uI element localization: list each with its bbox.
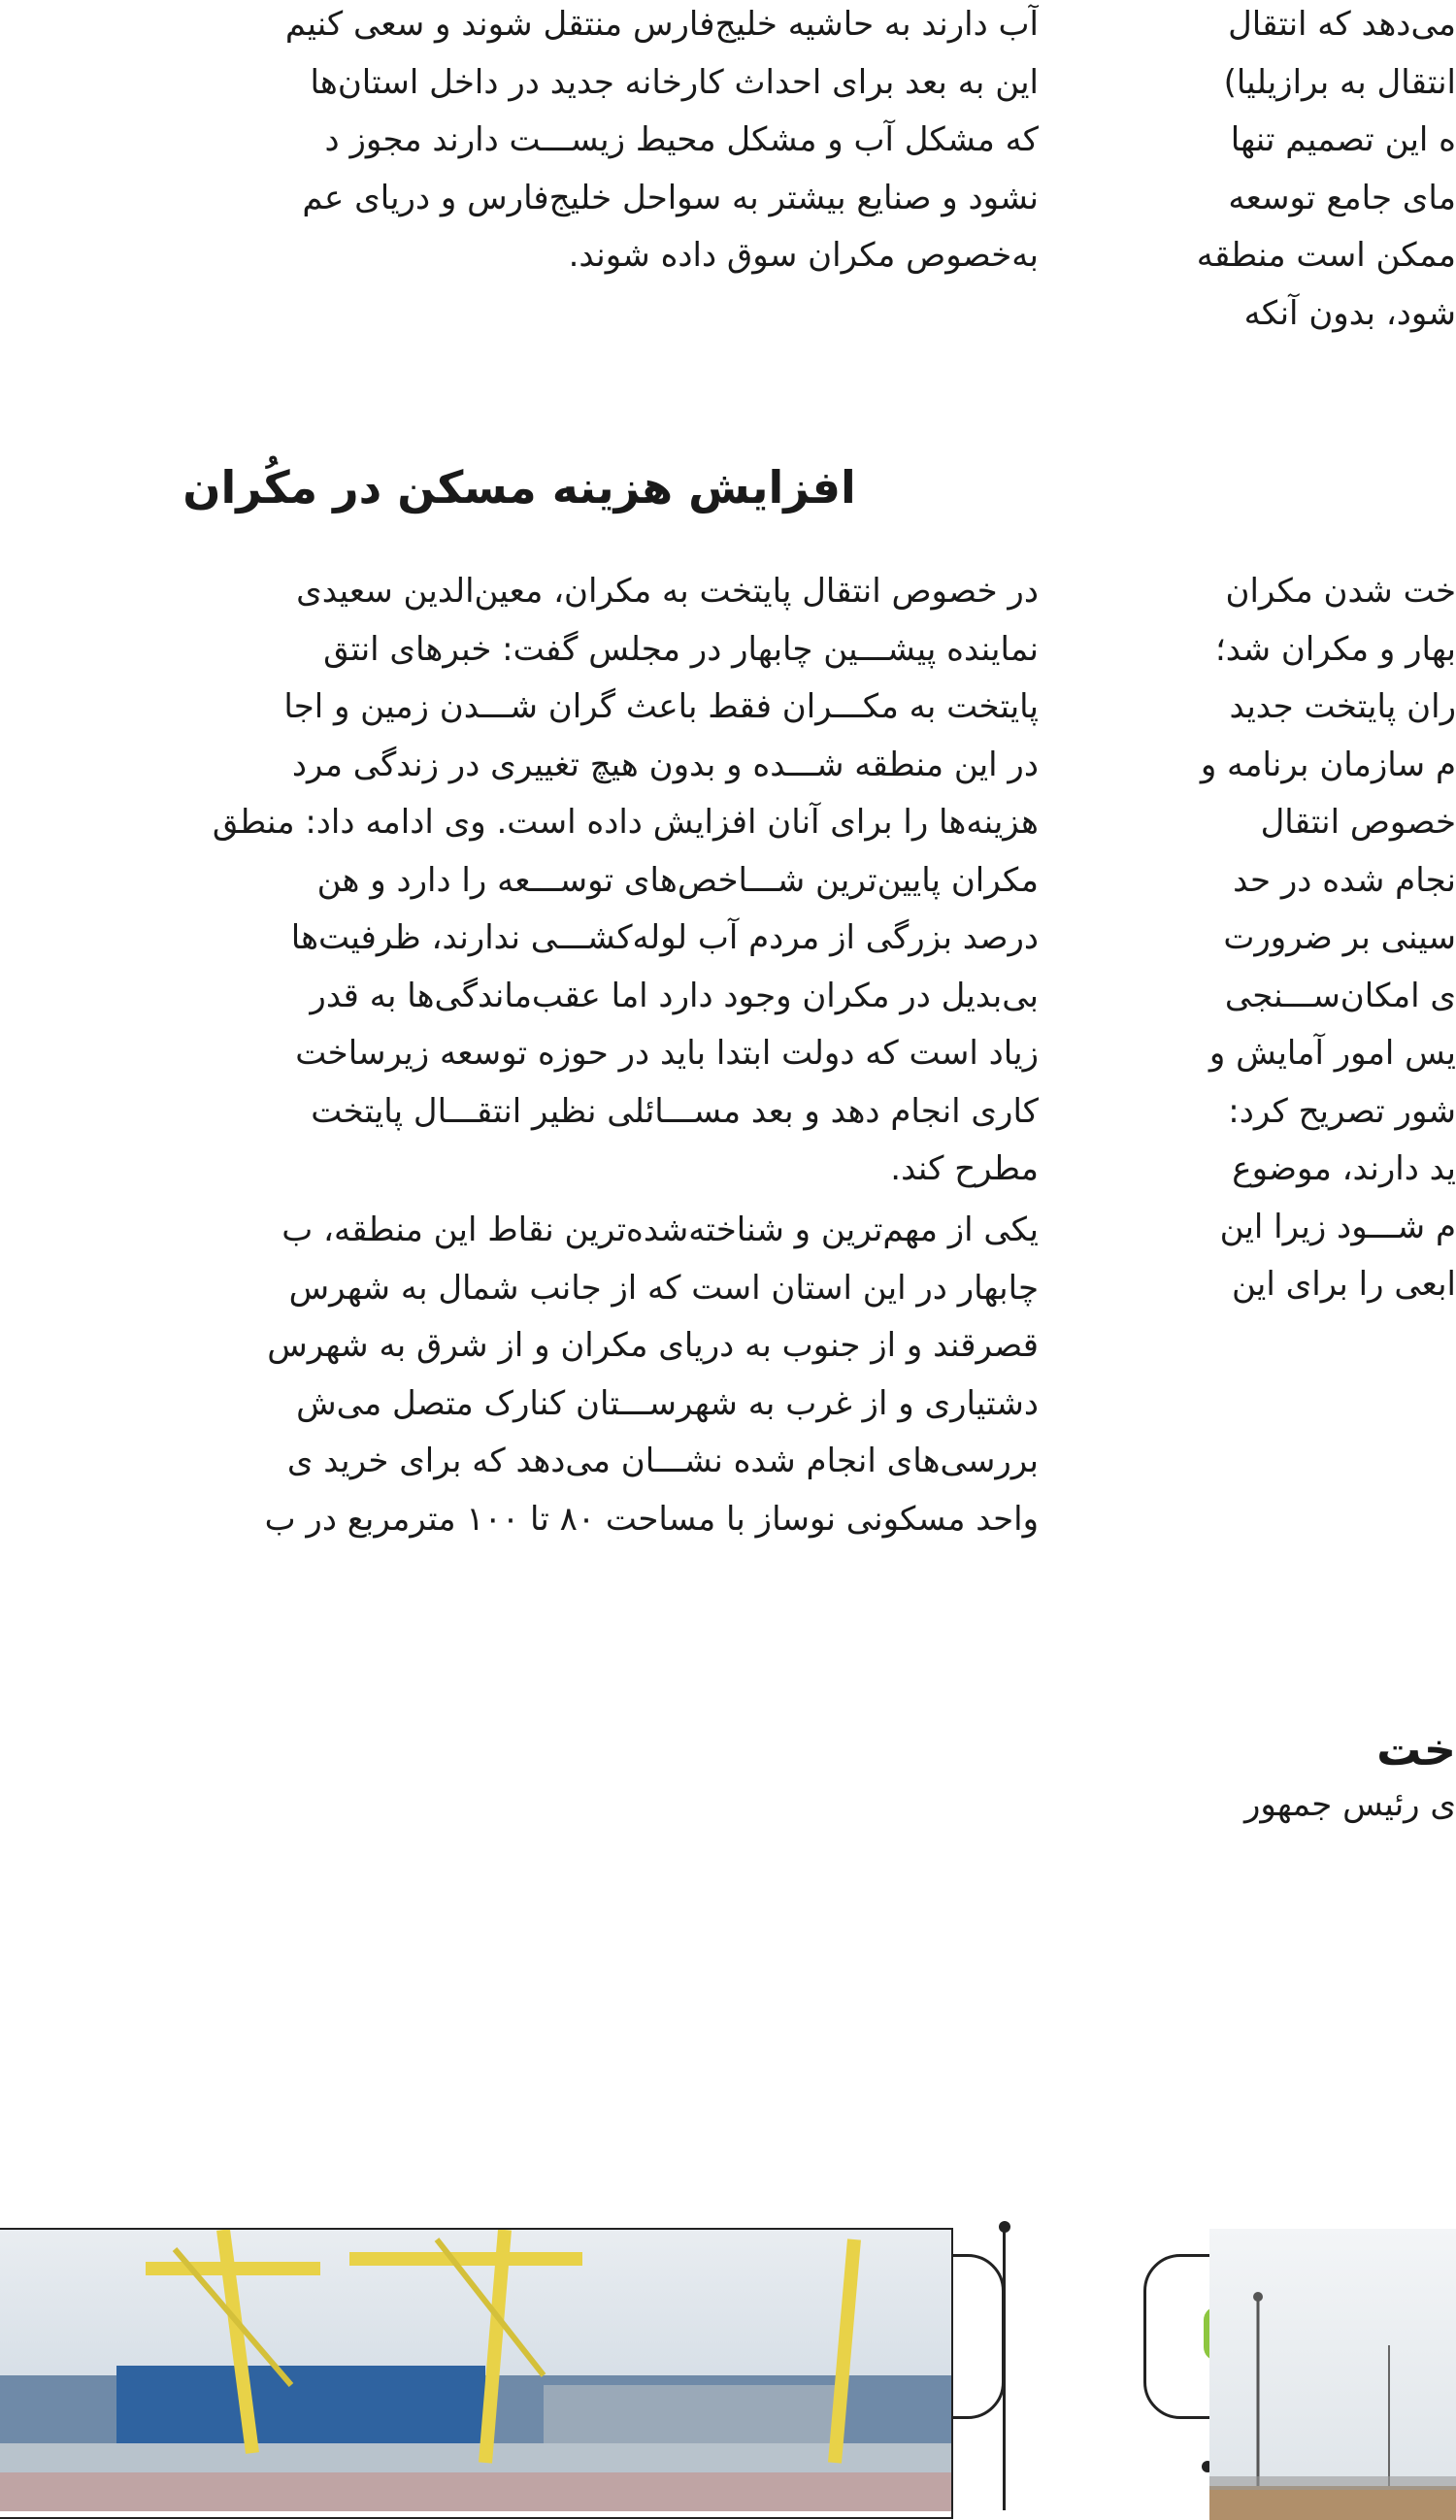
text-line: خت شدن مکران	[1225, 572, 1456, 611]
text-line: مطرح کند.	[890, 1149, 1039, 1188]
text-line: ران پایتخت جدید	[1229, 687, 1456, 726]
text-line: کاری انجام دهد و بعد مســـائلی نظیر انتقـــال پایتخت	[311, 1091, 1039, 1131]
text-line: قصرقند و از جنوب به دریای مکران و از شرق به شهرس	[267, 1326, 1039, 1365]
text-line: شور تصریح کرد:	[1228, 1091, 1456, 1131]
right-column-last-line	[1134, 1776, 1456, 1835]
text-line: بررسی‌های انجام شده نشـــان می‌دهد که برای خرید ی	[286, 1442, 1039, 1480]
text-line: نشود و صنایع بیشتر به سواحل خلیج‌فارس و دریای عم	[302, 178, 1039, 217]
text-line: در خصوص انتقال پایتخت به مکران، معین‌الدین سعیدی	[296, 572, 1039, 611]
city-photo	[1209, 2229, 1456, 2520]
text-line: ید دارند، موضوع	[1232, 1149, 1456, 1188]
text-line: هزینه‌ها را برای آنان افزایش داده است. وی ادامه داد: منطق	[212, 803, 1039, 842]
text-line: نجام شده در حد	[1233, 860, 1456, 900]
text-line: نماینده پیشـــین چابهار در مجلس گفت: خبرهای انتق	[323, 629, 1039, 669]
text-line: پایتخت به مکـــران فقط باعث گران شـــدن زمین و اجا	[283, 687, 1039, 726]
text-line: انتقال به برازیلیا)	[1223, 62, 1456, 102]
text-line: ابعی را برای این	[1231, 1265, 1456, 1304]
text-line: بی‌بدیل در مکران وجود دارد اما عقب‌ماندگی‌ها به قدر	[310, 976, 1039, 1015]
text-line: می‌دهد که انتقال	[1228, 5, 1456, 44]
text-line: بهار و مکران شد؛	[1214, 629, 1456, 669]
text-line: که مشکل آب و مشکل محیط زیســـت دارند مجوز د	[324, 120, 1039, 159]
text-line: آب دارند به حاشیه خلیج‌فارس منتقل شوند و سعی کنیم	[284, 5, 1039, 44]
divider-dot	[999, 2221, 1010, 2233]
text-line: چابهار در این استان است که از جانب شمال به شهرس	[288, 1268, 1039, 1308]
text-line: درصد بزرگی از مردم آب لوله‌کشـــی ندارند، ظرفیت‌ها	[290, 918, 1039, 957]
text-line: ه این تصمیم تنها	[1230, 120, 1456, 159]
article-headline: افزایش هزینه مسکن در مکُران	[182, 461, 856, 514]
text-line: دشتیاری و از غرب به شهرســـتان کنارک متصل می‌ش	[296, 1383, 1039, 1423]
text-line: م شـــود زیرا این	[1219, 1207, 1456, 1246]
vertical-rule	[1003, 2229, 1006, 2510]
text-line: خصوص انتقال	[1260, 803, 1456, 842]
text-line: ی امکان‌ســـنجی	[1224, 976, 1456, 1015]
text-line: ی رئیس جمهور	[1243, 1785, 1456, 1824]
text-line: ممکن است منطقه	[1196, 236, 1456, 275]
text-line: این به بعد برای احداث کارخانه جدید در داخل استان‌ها	[310, 62, 1039, 102]
text-line: زیاد است که دولت ابتدا باید در حوزه توسعه زیرساخت	[295, 1034, 1039, 1073]
right-column-paragraph-2	[1134, 563, 1456, 1314]
text-line: مای جامع توسعه	[1228, 178, 1456, 217]
body-paragraph-2	[0, 1202, 1039, 1548]
text-line: یکی از مهم‌ترین و شناخته‌شده‌ترین نقاط این منطقه، ب	[281, 1210, 1039, 1249]
right-column-subhead: خت	[1376, 1723, 1456, 1775]
intro-paragraph	[0, 0, 1039, 285]
body-paragraph-1	[0, 563, 1039, 1199]
text-line: یس امور آمایش و	[1208, 1034, 1456, 1073]
text-line: سینی بر ضرورت	[1223, 918, 1456, 957]
port-photo	[0, 2230, 951, 2511]
text-line: مکران پایین‌ترین شـــاخص‌های توســـعه را دارد و هن	[316, 860, 1039, 900]
text-line: به‌خصوص مکران سوق داده شوند.	[568, 236, 1039, 275]
text-line: م سازمان برنامه و	[1200, 745, 1456, 784]
text-line: واحد مسکونی نوساز با مساحت ۸۰ تا ۱۰۰ مترمربع در ب	[264, 1499, 1039, 1539]
text-line: در این منطقه شـــده و بدون هیچ تغییری در زندگی مرد	[291, 745, 1039, 784]
text-line: شود، بدون آنکه	[1243, 293, 1456, 333]
right-column-paragraph-1	[1134, 0, 1456, 343]
